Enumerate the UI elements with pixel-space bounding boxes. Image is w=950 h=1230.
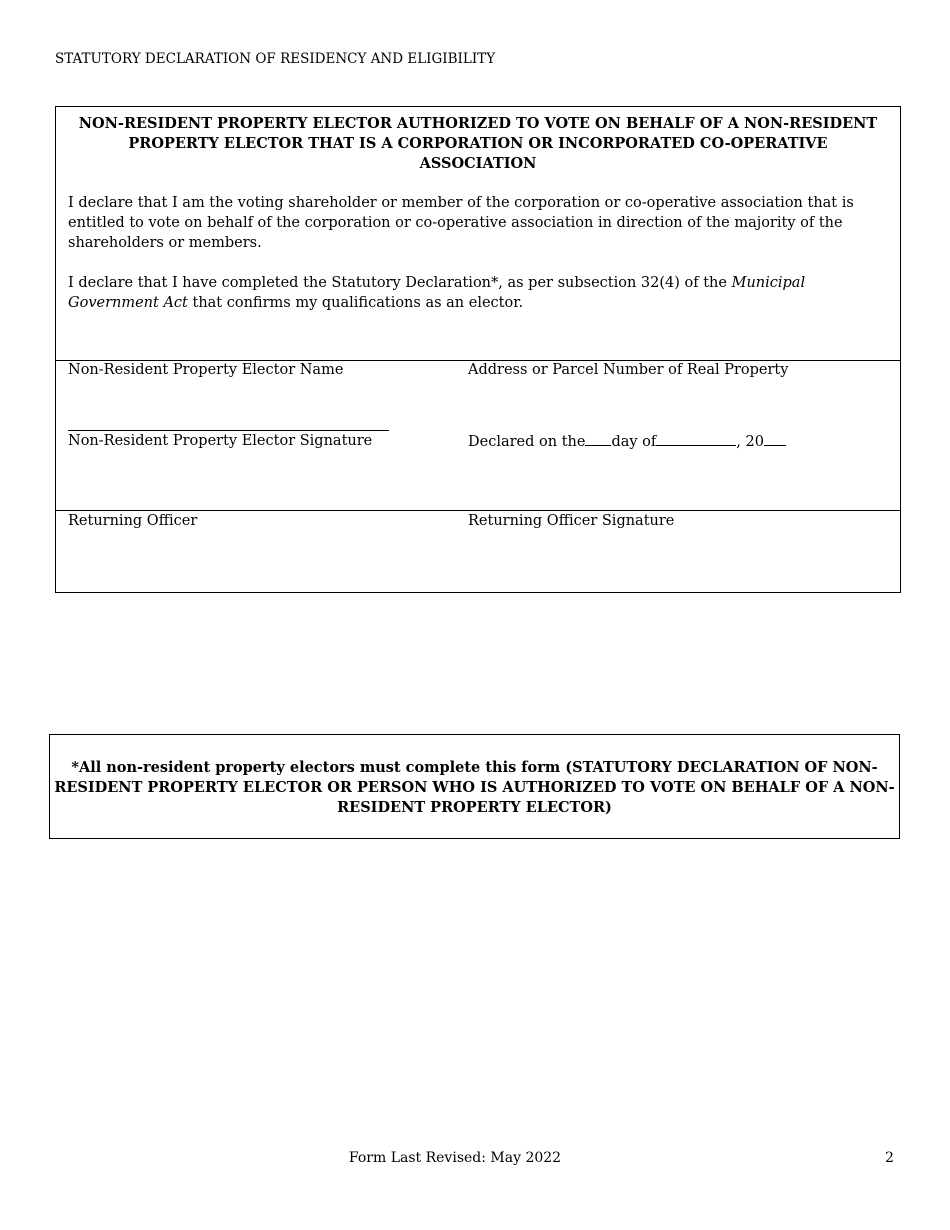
footer-revised-date: Form Last Revised: May 2022	[348, 1150, 562, 1166]
declaration-heading-line-3: ASSOCIATION	[419, 155, 537, 172]
declared-day-of: day of	[611, 434, 657, 450]
elector-signature-label: Non-Resident Property Elector Signature	[68, 433, 373, 449]
returning-officer-label: Returning Officer	[68, 513, 198, 529]
declaration-heading-line-2: PROPERTY ELECTOR THAT IS A CORPORATION OR INCORPORATED CO-OPERATIVE	[128, 135, 828, 152]
note-line-3: RESIDENT PROPERTY ELECTOR)	[337, 799, 612, 816]
declared-on-date-line	[468, 431, 786, 452]
elector-name-label: Non-Resident Property Elector Name	[68, 362, 344, 378]
note-box	[49, 734, 900, 839]
paragraph-2-text-after: that confirms my qualifications as an elector.	[187, 295, 524, 311]
note-text	[50, 758, 899, 818]
declaration-heading-line-1: NON-RESIDENT PROPERTY ELECTOR AUTHORIZED TO VOTE ON BEHALF OF A NON-RESIDENT	[78, 115, 878, 132]
declared-year-prefix: , 20	[736, 434, 764, 450]
returning-officer-signature-label: Returning Officer Signature	[468, 513, 675, 529]
declared-on-prefix: Declared on the	[468, 434, 586, 450]
declared-month-blank[interactable]	[656, 431, 736, 446]
declaration-heading	[56, 114, 900, 174]
declared-year-blank[interactable]	[764, 431, 786, 446]
note-line-1: *All non-resident property electors must complete this form (STATUTORY DECLARATION OF NON-	[71, 759, 878, 776]
address-parcel-label: Address or Parcel Number of Real Property	[468, 362, 789, 378]
page-number: 2	[885, 1150, 894, 1166]
paragraph-2-text-before: I declare that I have completed the Statutory Declaration*, as per subsection 32(4) of the	[68, 275, 732, 291]
declaration-box	[55, 106, 901, 593]
declared-day-blank[interactable]	[585, 431, 611, 446]
declaration-paragraph-statutory	[68, 273, 890, 313]
declaration-paragraph-shareholder: I declare that I am the voting shareholder or member of the corporation or co-operative association that is entitled to vote on behalf of the corporation or co-operative association in direction of the majority of the shareholders or members.	[68, 195, 854, 251]
note-line-2: RESIDENT PROPERTY ELECTOR OR PERSON WHO IS AUTHORIZED TO VOTE ON BEHALF OF A NON-	[54, 779, 895, 796]
document-header-title: STATUTORY DECLARATION OF RESIDENCY AND ELIGIBILITY	[55, 51, 496, 67]
act-name-italic: Municipal Government Act	[68, 275, 806, 311]
